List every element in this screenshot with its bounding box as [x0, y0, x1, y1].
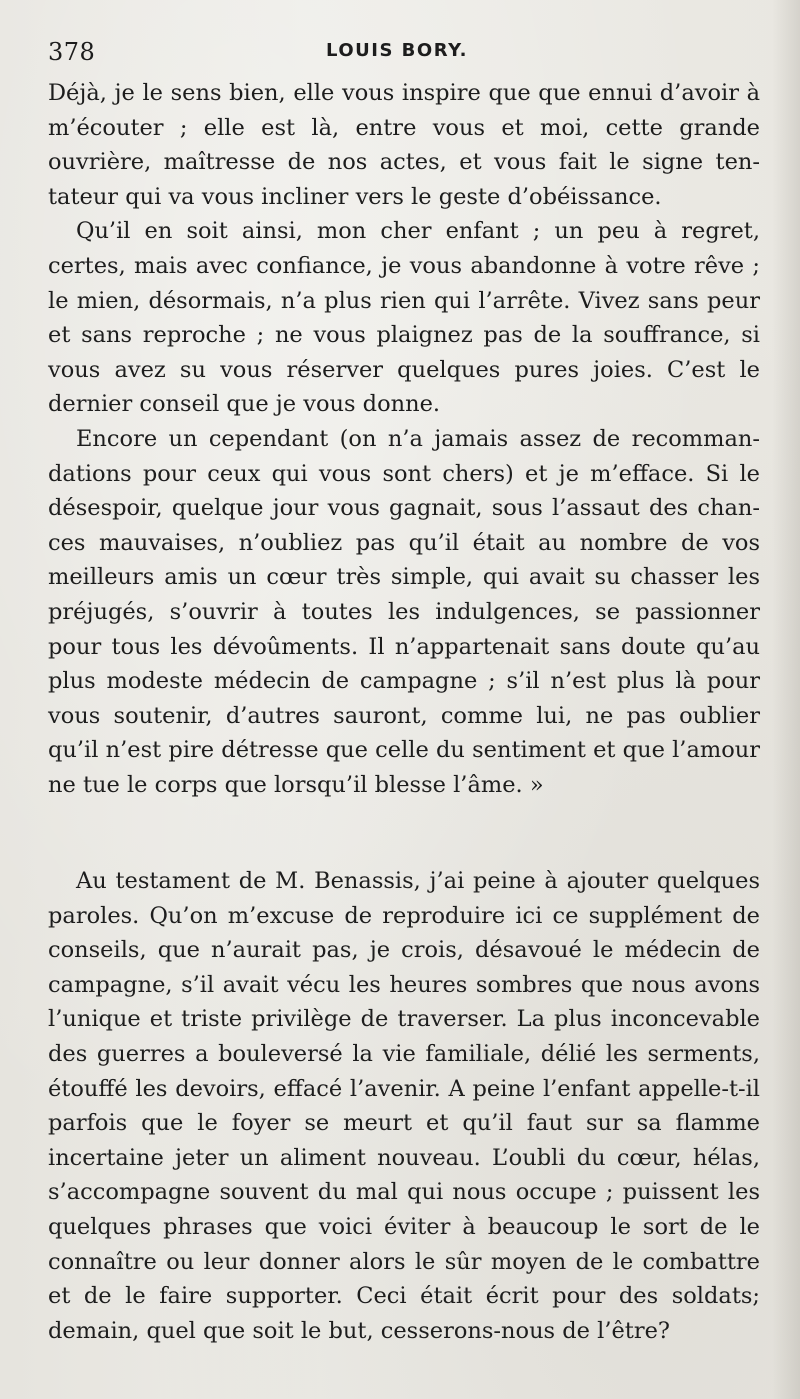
paragraph: Encore un cependant (on n’a jamais assez de recommandations pour ceux qui vous sont chers) et je m’efface. Si le désespoir, quelque jour vous gagnait, sous l’assaut des chances mauvaises, n’oubliez pas qu’il était au nombre de vos meilleurs amis un cœur très simple, qui avait su chasser les préjugés, s’ouvrir à toutes les indulgences, se passionner pour tous les dévoûments. Il n’appartenait sans doute qu’au plus modeste médecin de campagne ; s’il n’est plus là pour vous soutenir, d’autres sauront, comme lui, ne pas oublier qu’il n’est pire détresse que celle du sentiment et que l’amour ne tue le corps que lorsqu’il blesse l’âme. »: [48, 425, 760, 798]
running-head: LOUIS BORY.: [326, 40, 468, 61]
page-header: [48, 38, 760, 72]
paragraph: Déjà, je le sens bien, elle vous inspire que que ennui d’avoir à m’écouter ; elle est là, entre vous et moi, cette grande ouvrière, maîtresse de nos actes, et vous fait le signe tentateur qui va vous incliner vers le geste d’obéissance.: [48, 80, 760, 210]
paragraph: Qu’il en soit ainsi, mon cher enfant ; un peu à regret, certes, mais avec confiance, je vous abandonne à votre rêve ; le mien, désormais, n’a plus rien qui l’arrête. Vivez sans peur et sans reproche ; ne vous plaignez pas de la souffrance, si vous avez su vous réserver quelques pures joies. C’est le dernier conseil que je vous donne.: [48, 218, 760, 418]
page-edge-shadow: [772, 0, 800, 1399]
body-text-top: [48, 76, 760, 802]
page-number: 378: [48, 38, 96, 66]
paragraph: Au testament de M. Benassis, j’ai peine à ajouter quelques paroles. Qu’on m’excuse de reproduire ici ce supplément de conseils, que n’aurait pas, je crois, désavoué le médecin de campagne, s’il avait vécu les heures sombres que nous avons l’unique et triste privilège de traverser. La plus inconcevable des guerres a bouleversé la vie familiale, délié les serments, étouffé les devoirs, effacé l’avenir. A peine l’enfant appelle-t-il parfois que le foyer se meurt et qu’il faut sur sa flamme incertaine jeter un aliment nouveau. L’oubli du cœur, hélas, s’accompagne souvent du mal qui nous occupe ; puissent les quelques phrases que voici éviter à beaucoup le sort de le connaître ou leur donner alors le sûr moyen de le combattre et de le faire supporter. Ceci était écrit pour des soldats; demain, quel que soit le but, cesserons-nous de l’être?: [48, 868, 760, 1344]
body-text-bottom: [48, 864, 760, 1348]
